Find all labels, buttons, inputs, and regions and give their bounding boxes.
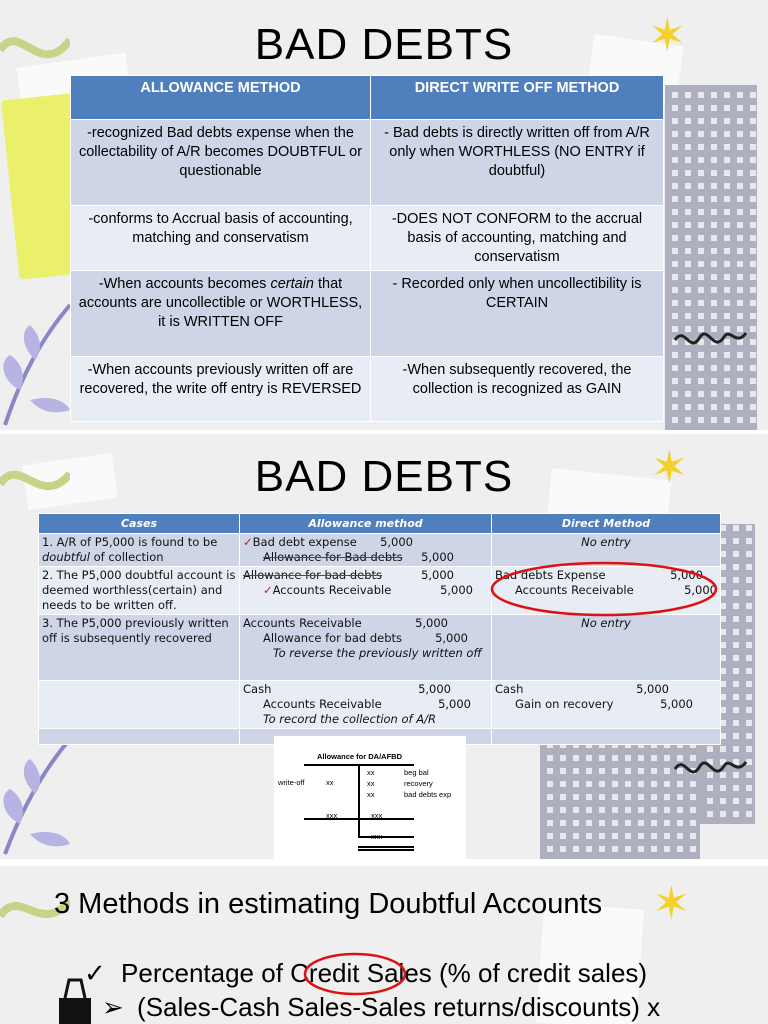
t-account-value: xxx <box>326 811 338 820</box>
amount: 5,000 <box>440 583 473 597</box>
checkmark-icon: ✓ <box>263 583 273 597</box>
slide-title: BAD DEBTS <box>254 20 514 69</box>
amount: 5,000 <box>670 568 703 582</box>
leaf-icon <box>0 300 75 430</box>
t-account-label: bad debts exp <box>404 790 452 799</box>
allowance-entry-cell <box>240 615 492 681</box>
star-icon: ✶ <box>652 877 691 929</box>
amount: 5,000 <box>636 682 669 696</box>
column-header-direct: Direct Method <box>492 514 721 534</box>
account-label: Bad debts Expense <box>495 568 606 582</box>
entry-note: To record the collection of A/R <box>263 712 436 726</box>
red-circle-annotation <box>300 950 410 998</box>
account-label: Allowance for bad debts <box>243 568 383 582</box>
slide-journal-entries <box>0 434 768 859</box>
allowance-entry-cell <box>240 534 492 567</box>
amount: 5,000 <box>421 550 454 564</box>
table-cell <box>492 729 721 745</box>
entry-line <box>495 697 717 712</box>
entry-line <box>495 682 717 697</box>
account-label: Gain on recovery <box>515 697 614 711</box>
slide-allowance-vs-direct <box>0 0 768 430</box>
t-account-title: Allowance for DA/AFBD <box>317 752 403 761</box>
cell-text-emphasis: certain <box>270 276 314 292</box>
entry-line <box>243 568 488 583</box>
scribble-icon <box>670 325 750 355</box>
table-cell: -recognized Bad debts expense when the collectability of A/R becomes DOUBTFUL or questionable <box>71 120 371 206</box>
table-row <box>71 206 664 271</box>
table-row <box>71 120 664 206</box>
allowance-entry-cell <box>240 567 492 615</box>
table-cell: -DOES NOT CONFORM to the accrual basis of accounting, matching and conservatism <box>371 206 664 271</box>
table-row <box>39 681 721 729</box>
bullet-highlight-text: Credit Sales <box>290 958 432 988</box>
leaf-icon <box>0 734 75 859</box>
column-header-cases: Cases <box>39 514 240 534</box>
case-cell: 2. The P5,000 doubtful account is deemed worthless(certain) and needs to be written off. <box>39 567 240 615</box>
account-label: Bad debt expense <box>252 535 357 549</box>
entry-line <box>243 550 488 565</box>
table-row <box>71 357 664 422</box>
column-header-allowance: ALLOWANCE METHOD <box>71 76 371 120</box>
t-account-label: recovery <box>404 779 433 788</box>
allowance-entry-cell <box>240 681 492 729</box>
case-cell <box>39 681 240 729</box>
account-label: Cash <box>243 682 272 696</box>
bullet-text: (Sales-Cash Sales-Sales returns/discounts) x <box>137 992 661 1022</box>
cell-text: of collection <box>89 550 164 564</box>
amount: 5,000 <box>421 568 454 582</box>
amount: 5,000 <box>660 697 693 711</box>
t-account-value: xx <box>367 768 375 777</box>
account-label: Allowance for bad debts <box>263 631 403 645</box>
t-account-label: write-off <box>278 778 305 787</box>
account-label: Accounts Receivable <box>515 583 634 597</box>
table-cell: - Recorded only when uncollectibility is CERTAIN <box>371 271 664 357</box>
account-label: Accounts Receivable <box>243 616 362 630</box>
t-account-value: xx <box>326 778 334 787</box>
t-account-value: xxx <box>371 811 383 820</box>
bullet-text: (% of credit sales) <box>431 958 648 988</box>
bullet-text: Percentage of <box>121 958 291 988</box>
amount: 5,000 <box>380 535 413 549</box>
table-cell: -When subsequently recovered, the collection is recognized as GAIN <box>371 357 664 422</box>
t-account-diagram <box>274 736 466 859</box>
column-header-allowance: Allowance method <box>240 514 492 534</box>
slide-title: BAD DEBTS <box>254 452 514 501</box>
entry-note: To reverse the previously written off <box>273 646 482 660</box>
entry-line <box>243 631 488 646</box>
case-cell: 3. The P5,000 previously written off is subsequently recovered <box>39 615 240 681</box>
direct-entry-cell: No entry <box>492 615 721 681</box>
t-account-value: xx <box>367 779 375 788</box>
account-label: Accounts Receivable <box>272 583 392 597</box>
scribble-icon <box>670 754 750 784</box>
amount: 5,000 <box>684 583 717 597</box>
comparison-table <box>70 75 664 422</box>
slide-estimation-methods <box>0 866 768 1024</box>
cell-text: that accounts are uncollectible or WORTHLESS, it is WRITTEN OFF <box>78 276 363 330</box>
slide-title: 3 Methods in estimating Doubtful Accounts <box>54 888 603 920</box>
cell-text: 1. A/R of P5,000 is found to be <box>42 535 218 549</box>
entry-line <box>243 616 488 631</box>
case-cell <box>39 534 240 567</box>
table-row <box>71 271 664 357</box>
checkmark-icon: ✓ <box>243 535 253 549</box>
table-cell <box>71 271 371 357</box>
journal-entry-table <box>38 513 721 745</box>
table-cell: -conforms to Accrual basis of accounting, matching and conservatism <box>71 206 371 271</box>
account-label: Cash <box>495 682 524 696</box>
table-cell: - Bad debts is directly written off from A/R only when WORTHLESS (NO ENTRY if doubtful) <box>371 120 664 206</box>
entry-line <box>243 583 488 598</box>
star-icon: ✶ <box>650 441 689 493</box>
table-cell: -When accounts previously written off are recovered, the write off entry is REVERSED <box>71 357 371 422</box>
entry-line <box>243 535 488 550</box>
table-cell <box>39 729 240 745</box>
amount: 5,000 <box>438 697 471 711</box>
table-row <box>39 615 721 681</box>
cell-text: -When accounts becomes <box>98 276 271 292</box>
amount: 5,000 <box>435 631 468 645</box>
entry-line <box>243 697 488 712</box>
column-header-direct: DIRECT WRITE OFF METHOD <box>371 76 664 120</box>
bullet-sales-formula <box>102 992 660 1023</box>
arrow-bullet-icon: ➢ <box>102 992 124 1022</box>
account-label: Accounts Receivable <box>263 697 382 711</box>
grid-pattern-decoration <box>665 85 757 430</box>
cell-text-emphasis: doubtful <box>42 550 90 564</box>
star-icon: ✶ <box>648 9 687 61</box>
t-account-total: xxx <box>371 832 383 841</box>
entry-line <box>243 682 488 697</box>
amount: 5,000 <box>415 616 448 630</box>
red-circle-annotation <box>488 559 723 619</box>
t-account-value: xx <box>367 790 375 799</box>
direct-entry-cell: No entry <box>492 534 721 567</box>
account-label: Allowance for Bad debts <box>263 550 403 564</box>
direct-entry-cell <box>492 681 721 729</box>
amount: 5,000 <box>418 682 451 696</box>
t-account-label: beg bal <box>404 768 429 777</box>
checkmark-icon: ✓ <box>84 958 106 988</box>
